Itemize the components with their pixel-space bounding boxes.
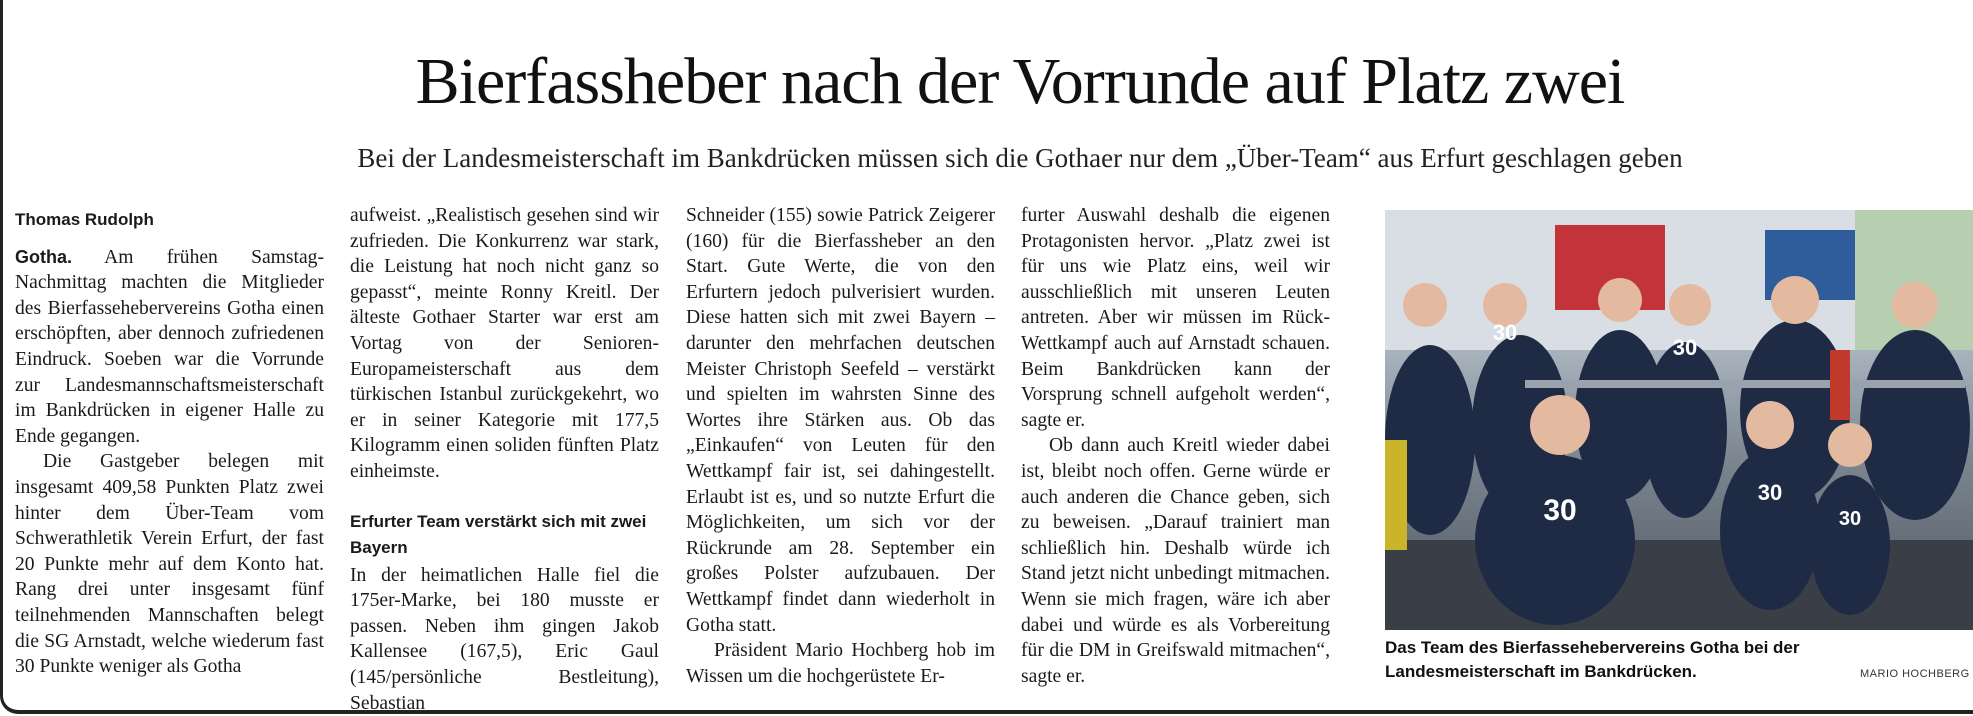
column-2 xyxy=(350,203,659,716)
paragraph: Ob dann auch Kreitl wieder dabei ist, bleibt noch offen. Gerne würde er auch anderen die Chance geben, sich zu beweisen. „Darauf trainiert man schließlich hin. Deshalb würde ich Stand jetzt nicht unbedingt mitmachen. Wenn sie mich fragen, wäre ich aber dabei und würde es als Vorbereitung für die DM in Greifswald mitmachen“, sagte er. xyxy=(1021,435,1330,687)
subheadline: Bei der Landesmeisterschaft im Bankdrücken müssen sich die Gothaer nur dem „Über-Team“ aus Erfurt geschlagen geben xyxy=(357,143,1683,173)
paragraph: In der heimatlichen Halle fiel die 175er-Marke, bei 180 musste er passen. Neben ihm gingen Jakob Kallensee (167,5), Eric Gaul (145/persönliche Bestleitung), Sebastian xyxy=(350,564,659,714)
photo-credit: MARIO HOCHBERG xyxy=(1860,668,1970,680)
paragraph: Schneider (155) sowie Patrick Zeigerer (160) für die Bierfassheber an den Start. Gute Werte, die von den Erfurtern jedoch pulverisiert wurden. Diese hatten sich mit zwei Bayern – darunter den mehrfachen deutschen Meister Christoph Seefeld – verstärkt und spielten im wahrsten Sinne des Wortes ihre Stärken aus. Ob das „Einkaufen“ von Leuten für den Wettkampf fair ist, sei dahingestellt. Erlaubt ist es, und so nutzte Erfurt die Möglichkeiten, um sich vor der Rückrunde am 28. September ein großes Polster aufzubauen. Der Wettkampf findet dann wiederholt in Gotha statt. xyxy=(686,205,995,636)
paragraph xyxy=(15,245,324,450)
column-4 xyxy=(1021,203,1330,689)
paragraph: aufweist. „Realistisch gesehen sind wir zufrieden. Die Konkurrenz war stark, die Leistung hat noch nicht ganz so gepasst“, meinte Ronny Kreitl. Der älteste Gothaer Starter war erst am Vortag von der Senioren-Europameisterschaft aus dem türkischen Istanbul zurückgekehrt, wo er in seiner Kategorie mit 177,5 Kilogramm einen soliden fünften Platz einheimste. xyxy=(350,205,659,482)
column-3 xyxy=(686,203,995,689)
shirt-print: 30 xyxy=(1838,508,1862,530)
shirt-print: 30 xyxy=(1757,480,1783,505)
shirt-print: 30 xyxy=(1672,335,1698,360)
team-photo xyxy=(1385,210,1973,630)
paragraph: Die Gastgeber belegen mit insgesamt 409,58 Punkten Platz zwei hinter dem Über-Team vom Schwerathletik Verein Erfurt, der fast 20 Punkte mehr auf dem Konto hat. Rang drei unter insgesamt fünf teilnehmenden Mannschaften belegt die SG Arnstadt, welche wiederum fast 30 Punkte weniger als Gotha xyxy=(15,451,324,678)
shirt-print: 30 xyxy=(1492,320,1518,345)
section-subtitle: Erfurter Team verstärkt sich mit zwei Bayern xyxy=(350,511,647,557)
headline: Bierfassheber nach der Vorrunde auf Platz zwei xyxy=(415,45,1625,118)
paragraph: Präsident Mario Hochberg hob im Wissen um die hochgerüstete Er- xyxy=(686,640,995,687)
column-1 xyxy=(15,203,324,680)
paragraph-text: Am frühen Samstag-Nachmittag machten die Mitglieder des Bierfassehebervereins Gotha einen erschöpften, aber dennoch zufriedenen Eindruck. Soeben war die Vorrunde zur Landesmannschaftsmeisterschaft im Bankdrücken in eigener Halle zu Ende gegangen. xyxy=(15,246,324,447)
team-photo-illustration xyxy=(1385,210,1973,630)
dateline: Gotha. xyxy=(15,246,72,267)
photo-caption: Das Team des Bierfassehebervereins Gotha bei der Landesmeisterschaft im Bankdrücken. xyxy=(1385,638,1800,681)
author: Thomas Rudolph xyxy=(15,210,154,229)
shirt-print: 30 xyxy=(1543,494,1577,527)
paragraph: furter Auswahl deshalb die eigenen Protagonisten hervor. „Platz zwei ist für uns wie Platz eins, weil wir ausschließlich mit unseren Leuten antreten. Aber wir müssen im Rück-Wettkampf auch auf Arnstadt schauen. Beim Bankdrücken kann der Vorsprung schnell aufgeholt werden“, sagte er. xyxy=(1021,205,1330,431)
